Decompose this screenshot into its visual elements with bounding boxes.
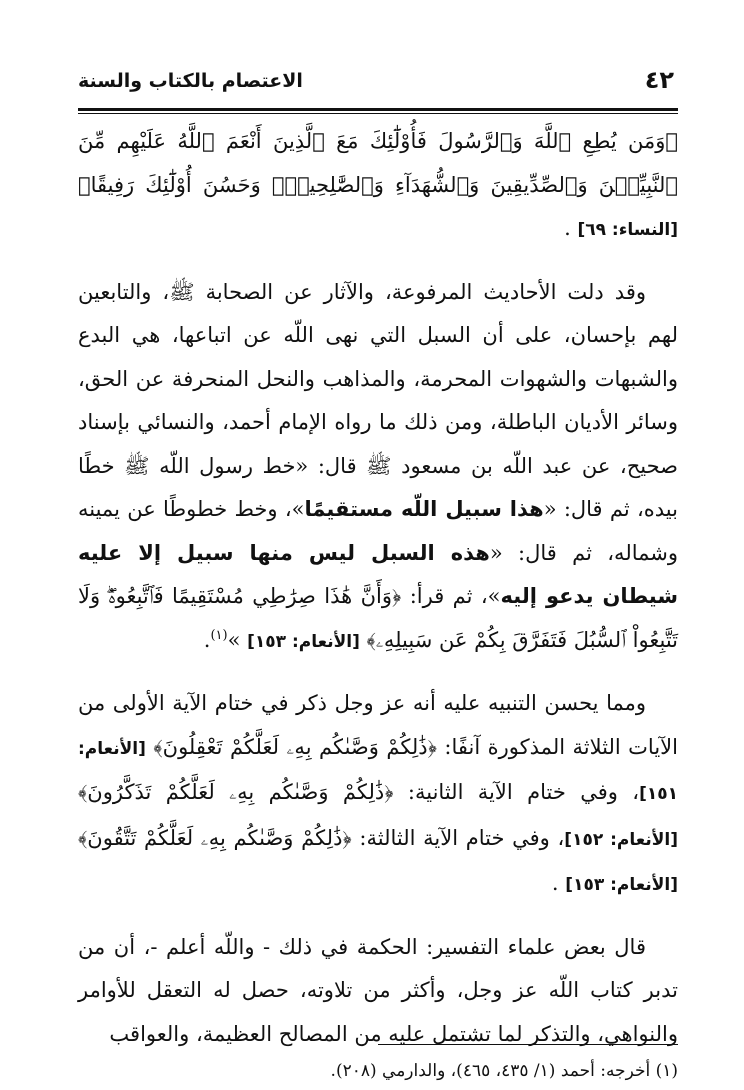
paragraph-quran-nisa: [78, 120, 678, 253]
verse-reference: [الأنعام: ١٥٢]: [564, 829, 679, 850]
verse-reference: [الأنعام: ١٥٣]: [565, 875, 678, 895]
footnote-marker[interactable]: (١): [210, 627, 228, 643]
body-text: ، وفي ختام الآية الثانية:: [393, 780, 640, 804]
page-number: ٤٢: [644, 66, 674, 94]
spacer: [78, 664, 678, 682]
quran-verse: ﴿وَمَن يُطِعِ ٱللَّهَ وَٱلرَّسُولَ فَأُوْلَٰٓئِكَ مَعَ ٱلَّذِينَ أَنْعَمَ ٱللَّهُ عَلَيْهِم مِّنَ ٱلنَّبِيِّـۧنَ وَٱلصِّدِّيقِينَ وَٱلشُّهَدَآءِ وَٱلصَّٰلِحِينَۚ وَحَسُنَ أُوْلَٰٓئِكَ رَفِيقًا﴾: [78, 129, 678, 197]
punctuation: .: [564, 216, 578, 240]
quran-verse: ﴿ذَٰلِكُمْ وَصَّىٰكُم بِهِۦ لَعَلَّكُمْ تَعْقِلُونَ﴾: [153, 734, 437, 759]
body-text: وقد دلت الأحاديث المرفوعة، والآثار عن الصحابة ﷺ، والتابعين لهم بإحسان، على أن السبل التي نهى اللّه عن اتباعها، هي البدع والشبهات والشهوات المحرمة، والمذاهب والنحل المنحرفة عن الحق، وسائر الأديان الباطلة، ومن ذلك ما رواه الإمام أحمد، والنسائي بإسناد صحيح، عن عبد اللّه بن مسعود ﷺ قال: «خط رسول اللّه ﷺ خطًا بيده، ثم قال: «: [78, 279, 678, 521]
verse-reference: [الأنعام: ١٥١]: [78, 738, 678, 804]
body-text: ، وفي ختام الآية الثالثة:: [351, 825, 565, 850]
verse-reference: [الأنعام: ١٥٣]: [247, 631, 360, 652]
quran-verse: ﴿ذَٰلِكُمْ وَصَّىٰكُم بِهِۦ لَعَلَّكُمْ تَذَكَّرُونَ﴾: [78, 780, 394, 804]
book-page: [78, 60, 679, 1081]
hadith-quote: هذه السبل ليس منها سبيل إلا عليه شيطان يدعو إليه: [78, 540, 679, 608]
page-header: [78, 60, 678, 100]
footnote-rule: [378, 1044, 678, 1045]
footnote: (١) أخرجه: أحمد (١/ ٤٣٥، ٤٦٥)، والدارمي (٢٠٨).: [330, 1061, 678, 1081]
body-text: »، وخط خطوطًا عن يمينه وشماله، ثم قال: «: [78, 497, 678, 565]
hadith-quote: هذا سبيل اللّه مستقيمًا: [304, 497, 544, 521]
header-rule: [78, 108, 678, 114]
body-text: »، ثم قرأ:: [401, 584, 501, 608]
page-body: [78, 120, 678, 1056]
paragraph-verse-endings: [78, 682, 678, 908]
running-title: الاعتصام بالكتاب والسنة: [78, 70, 303, 92]
punctuation: .: [203, 627, 211, 652]
body-text: »: [227, 627, 248, 652]
paragraph-hadith: [78, 271, 678, 665]
quran-verse: ﴿وَأَنَّ هَٰذَا صِرَٰطِي مُسْتَقِيمًا فَٱتَّبِعُوهُۖ وَلَا تَتَّبِعُواْ ٱلسُّبُلَ فَتَفَرَّقَ بِكُمْ عَن سَبِيلِهِۦ﴾: [78, 584, 678, 652]
quran-verse: ﴿ذَٰلِكُمْ وَصَّىٰكُم بِهِۦ لَعَلَّكُمْ تَتَّقُونَ﴾: [78, 825, 352, 850]
body-text: قال بعض علماء التفسير: الحكمة في ذلك - واللّه أعلم -، أن من تدبر كتاب اللّه عز وجل، وأكثر من تلاوته، حصل له التعقل للأوامر والنواهي، والتذكر لما تشتمل عليه من المصالح العظيمة، والعواقب: [78, 934, 678, 1046]
verse-reference: [النساء: ٦٩]: [577, 220, 678, 240]
body-text: ومما يحسن التنبيه عليه أنه عز وجل ذكر في ختام الآية الأولى من الآيات الثلاثة المذكورة آنفًا:: [78, 691, 678, 759]
spacer: [78, 253, 678, 271]
paragraph-tafsir: [78, 926, 678, 1057]
spacer: [78, 908, 678, 926]
punctuation: .: [551, 871, 566, 895]
